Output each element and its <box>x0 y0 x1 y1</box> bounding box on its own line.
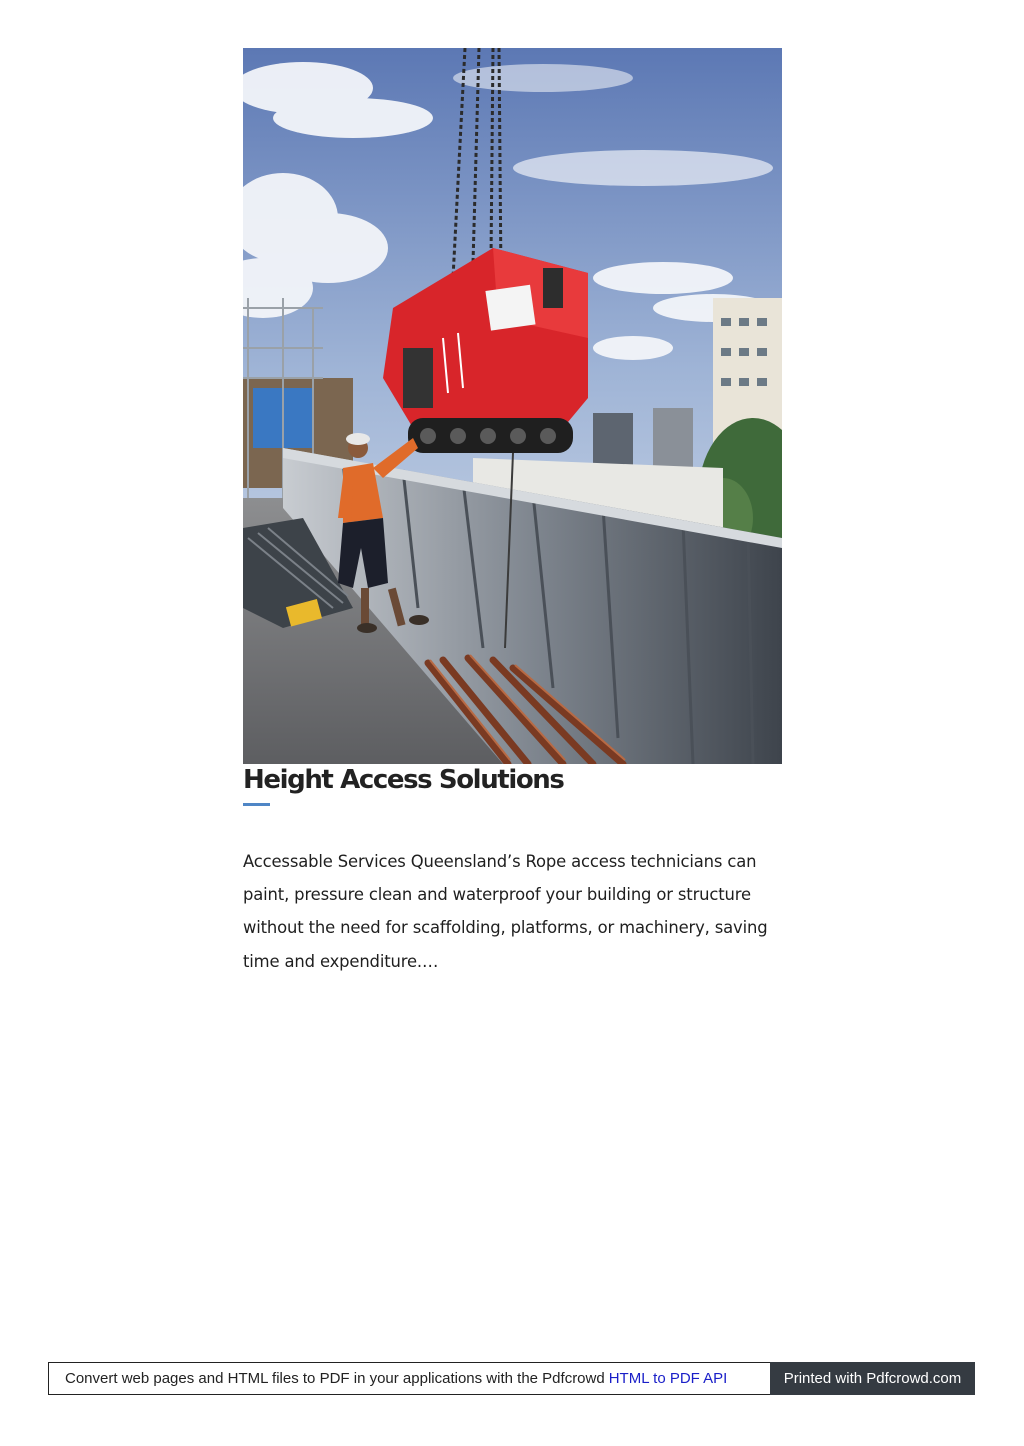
article-image <box>243 48 782 764</box>
article-body: Accessable Services Queensland’s Rope access technicians can paint, pressure clean and waterproof your building or structure without the need for scaffolding, platforms, or machinery, saving time and expenditure.… <box>243 852 768 971</box>
printed-with-badge[interactable]: Printed with Pdfcrowd.com <box>770 1362 975 1395</box>
pdfcrowd-footer <box>48 1362 975 1395</box>
footer-message: Convert web pages and HTML files to PDF in your applications with the Pdfcrowd <box>65 1370 605 1387</box>
title-underline <box>243 803 270 806</box>
footer-message-box <box>48 1362 770 1395</box>
article-title: Height Access Solutions <box>243 765 564 795</box>
html-to-pdf-api-link[interactable]: HTML to PDF API <box>608 1370 728 1387</box>
